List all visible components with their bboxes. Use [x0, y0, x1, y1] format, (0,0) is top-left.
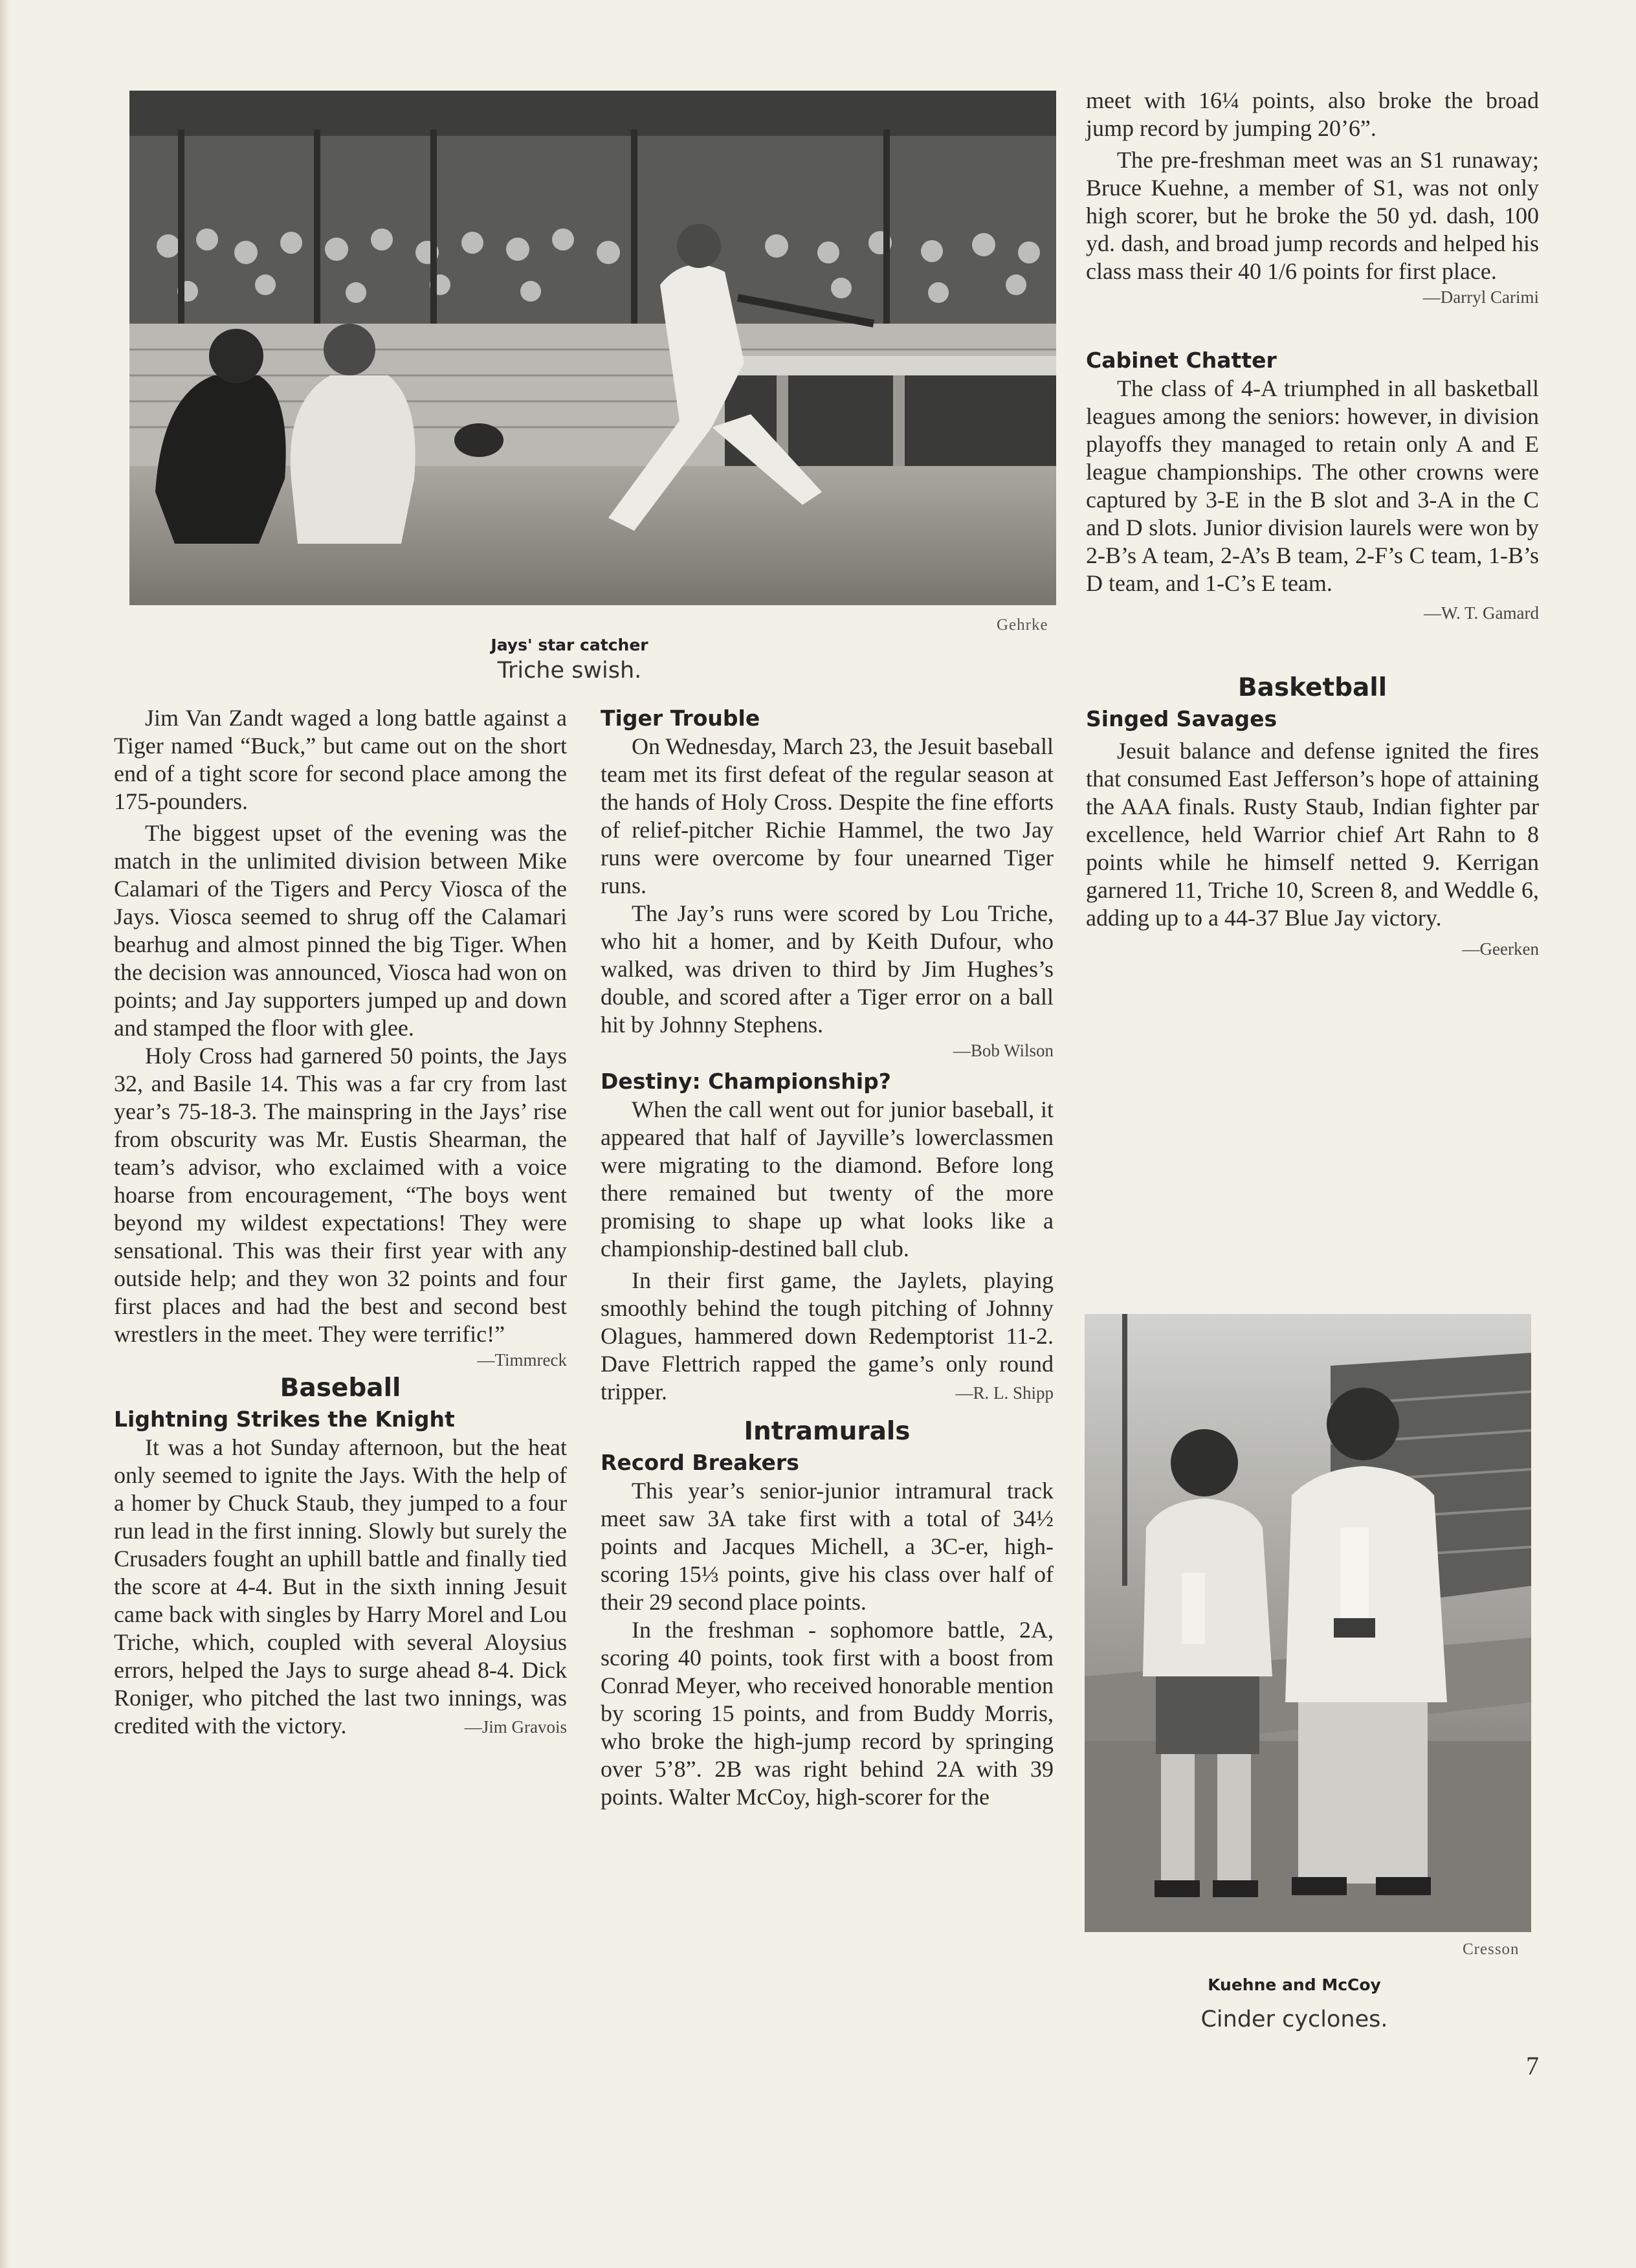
athletes-photo: [1085, 1314, 1531, 1932]
bottom-photo-caption-bold: Kuehne and McCoy: [1208, 1975, 1381, 1994]
continued-paragraph: The pre-freshman meet was an S1 runaway; Bruce Kuehne, a member of S1, was not only high scorer, but he broke the 50 yd. dash, 100 yd. dash, and broad jump records and helped his class mass their 40 1/6 points for first place.: [1086, 147, 1539, 284]
page-number: 7: [1526, 2051, 1539, 2080]
column-2: [601, 704, 1054, 1811]
baseball-subheading: Lightning Strikes the Knight: [114, 1406, 455, 1432]
continued-paragraph: meet with 16¼ points, also broke the broad jump record by jumping 20’6”.: [1086, 87, 1539, 141]
top-photo-credit: Gehrke: [997, 616, 1048, 634]
top-photo-caption-bold: Jays' star catcher: [491, 636, 648, 654]
tiger-paragraph: On Wednesday, March 23, the Jesuit baseball team met its first defeat of the regular season at the hands of Holy Cross. Despite the fine efforts of relief-pitcher Richie Hammel, the two Jay runs were overcome by four unearned Tiger runs.: [601, 733, 1054, 898]
wrestling-paragraph: Jim Van Zandt waged a long battle against a Tiger named “Buck,” but came out on the short end of a tight score for second place among the 175-pounders.: [114, 705, 567, 814]
continued-signature: —Darryl Carimi: [1422, 287, 1539, 307]
cabinet-paragraph: The class of 4-A triumphed in all basketball leagues among the seniors: however, in division playoffs they managed to retain only A and E league championships. The other crowns were captured by 3-E in the B slot and 3-A in the C and D slots. Junior division laurels were won by 2-B’s A team, 2-A’s B team, 2-F’s C team, 1-B’s D team, and 1-C’s E team.: [1086, 375, 1539, 596]
savages-signature: —Geerken: [1462, 939, 1539, 959]
destiny-paragraph: In their first game, the Jaylets, playing smoothly behind the tough pitching of Johnny Olagues, hammered down Redemptorist 11-2. Dave Flettrich rapped the game’s only round tripper.: [601, 1267, 1054, 1405]
intramurals-heading: Intramurals: [744, 1417, 911, 1446]
column-1: [114, 704, 567, 1739]
baseball-heading: Baseball: [280, 1373, 401, 1403]
bottom-photo-caption: Cinder cyclones.: [1200, 2007, 1388, 2032]
tiger-trouble-heading: Tiger Trouble: [601, 706, 760, 731]
bottom-photo-credit: Cresson: [1463, 1940, 1520, 1958]
destiny-heading: Destiny: Championship?: [601, 1069, 891, 1094]
baseball-photo: [129, 91, 1056, 605]
wrestling-paragraph: The biggest upset of the evening was the match in the unlimited division between Mike Calamari of the Tigers and Percy Viosca of the Jays. Viosca seemed to shrug off the Calamari bearhug and almost pinned the big Tiger. When the decision was announced, Viosca had won on points; and Jay supporters jumped up and down and stamped the floor with glee.: [114, 820, 567, 1041]
column-3: [1086, 87, 1539, 961]
wrestling-paragraph: Holy Cross had garnered 50 points, the Jays 32, and Basile 14. This was a far cry from last year’s 75-18-3. The mainspring in the Jays’ rise from obscurity was Mr. Eustis Shearman, the team’s advisor, who exclaimed with a voice hoarse from encouragement, “The boys went beyond my wildest expectations! They were sensational. This was their first year with any outside help; and they won 32 points and four first places and had the best and second best wrestlers in the meet. They were terrific!”: [114, 1043, 567, 1347]
destiny-paragraph: When the call went out for junior baseball, it appeared that half of Jayville’s lowerclassmen were migrating to the diamond. Before long there remained but twenty of the more promising to shape up what looks like a championship-destined ball club.: [601, 1096, 1054, 1262]
wrestling-signature: —Timmreck: [477, 1350, 567, 1370]
cabinet-signature: —W. T. Gamard: [1424, 603, 1539, 623]
tiger-signature: —Bob Wilson: [953, 1041, 1054, 1060]
baseball-paragraph: It was a hot Sunday afternoon, but the heat only seemed to ignite the Jays. With the help of a homer by Chuck Staub, they jumped to a four run lead in the first inning. Slowly but surely the Crusaders fought an uphill battle and finally tied the score at 4-4. But in the sixth inning Jesuit came back with singles by Harry Morel and Lou Triche, which, coupled with several Aloysius errors, helped the Jays to surge ahead 8-4. Dick Roniger, who pitched the last two innings, was credited with the victory.: [114, 1434, 567, 1739]
record-breakers-heading: Record Breakers: [601, 1450, 799, 1475]
page-edge: [0, 0, 9, 2268]
basketball-heading: Basketball: [1237, 673, 1387, 702]
baseball-signature: —Jim Gravois: [464, 1717, 567, 1737]
record-paragraph: This year’s senior-junior intramural track meet saw 3A take first with a total of 34½ points and Jacques Michell, a 3C-er, high-scoring 15⅓ points, give his class over half of their 29 second place points.: [601, 1478, 1054, 1615]
cabinet-chatter-heading: Cabinet Chatter: [1086, 348, 1277, 373]
top-photo-caption: Triche swish.: [497, 658, 642, 684]
destiny-signature: —R. L. Shipp: [955, 1383, 1054, 1403]
record-paragraph: In the freshman - sophomore battle, 2A, scoring 40 points, took first with a boost from Conrad Meyer, who received honorable mention by scoring 15 points, and from Buddy Morris, who broke the high-jump record by springing over 5’8”. 2B was right behind 2A with 39 points. Walter McCoy, high-scorer for the: [601, 1617, 1054, 1810]
singed-savages-heading: Singed Savages: [1086, 706, 1277, 731]
savages-paragraph: Jesuit balance and defense ignited the fires that consumed East Jefferson’s hope of attaining the AAA finals. Rusty Staub, Indian fighter par excellence, held Warrior chief Art Rahn to 8 points while he himself netted 9. Kerrigan garnered 11, Triche 10, Screen 8, and Weddle 6, adding up to a 44-37 Blue Jay victory.: [1086, 738, 1539, 931]
tiger-paragraph: The Jay’s runs were scored by Lou Triche, who hit a homer, and by Keith Dufour, who walked, was driven to third by Jim Hughes’s double, and scored after a Tiger error on a ball hit by Johnny Stephens.: [601, 900, 1054, 1038]
